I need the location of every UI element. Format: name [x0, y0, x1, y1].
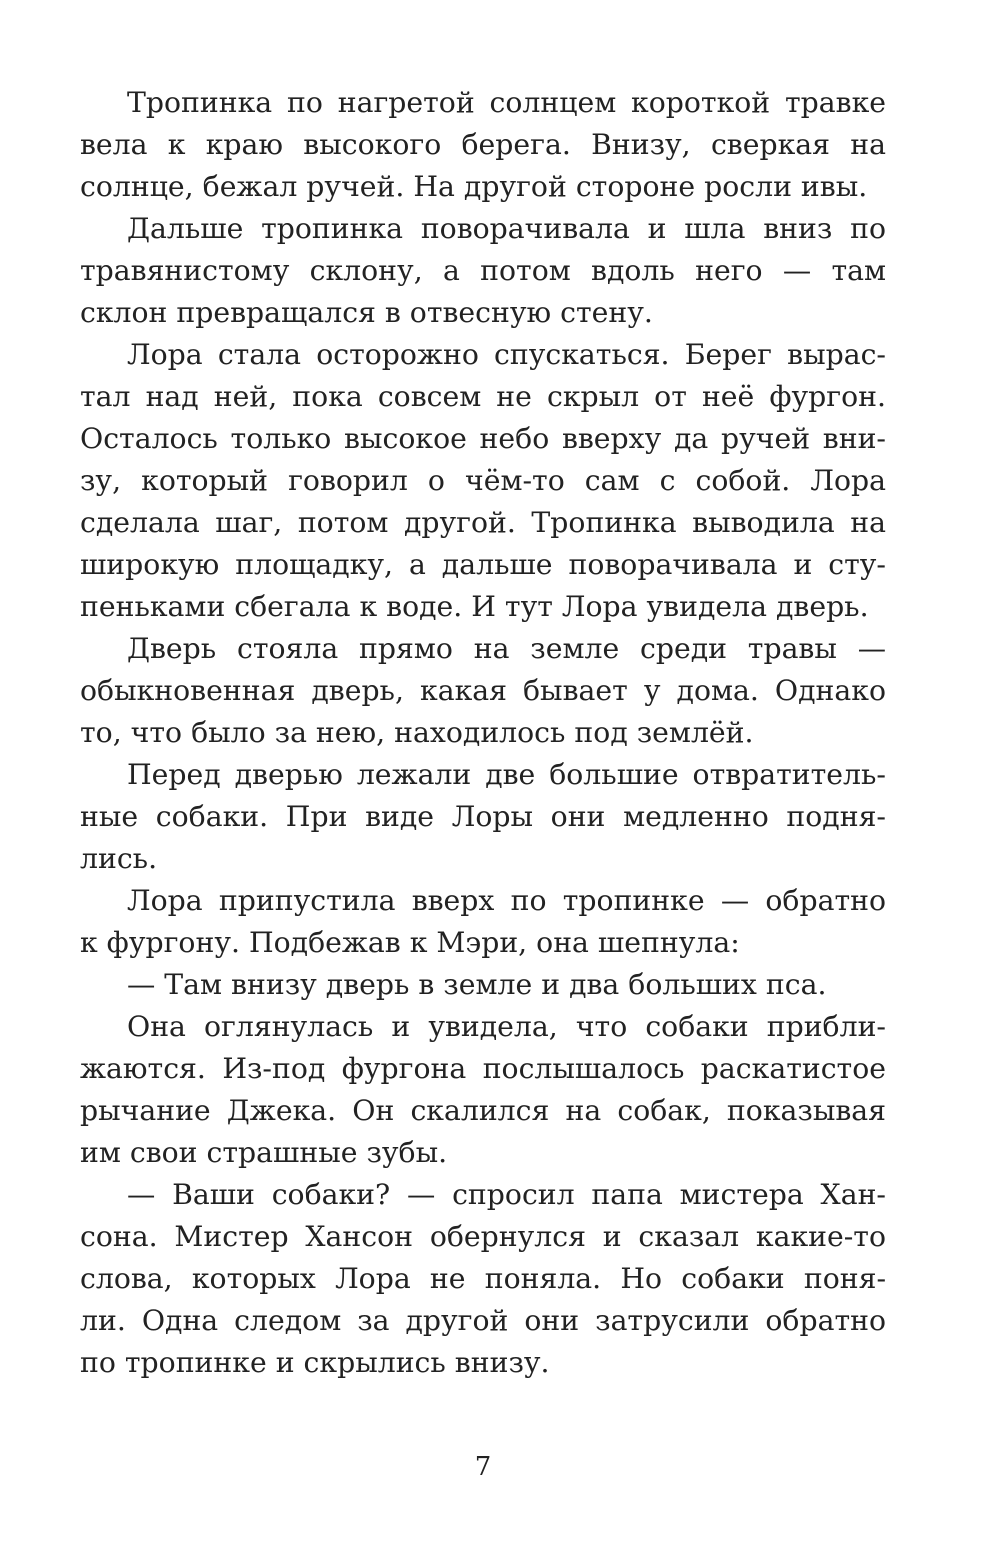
text-line: рычание Джека. Он скалился на собак, показывая — [80, 1094, 886, 1127]
text-line: Тропинка по нагретой солнцем короткой травке — [127, 86, 886, 119]
text-line: Осталось только высокое небо вверху да ручей вни- — [80, 422, 886, 455]
text-line: им свои страшные зубы. — [80, 1136, 448, 1169]
paragraph-2 — [80, 208, 886, 334]
text-line: Лора стала осторожно спускаться. Берег вырас- — [127, 338, 886, 371]
text-line: слова, которых Лора не поняла. Но собаки поня- — [80, 1262, 886, 1295]
text-line: по тропинке и скрылись внизу. — [80, 1346, 550, 1379]
page-number: 7 — [474, 1452, 492, 1482]
paragraph-3 — [80, 334, 886, 628]
text-line: к фургону. Подбежав к Мэри, она шепнула: — [80, 926, 740, 959]
text-line: обыкновенная дверь, какая бывает у дома. Однако — [80, 674, 886, 707]
text-line: сделала шаг, потом другой. Тропинка выводила на — [80, 506, 886, 539]
paragraph-9-dialogue — [80, 1174, 886, 1384]
text-line: Дверь стояла прямо на земле среди травы — — [127, 632, 886, 665]
text-line: ные собаки. При виде Лоры они медленно подня- — [80, 800, 886, 833]
paragraph-7-dialogue — [80, 964, 886, 1006]
text-line: то, что было за нею, находилось под землёй. — [80, 716, 754, 749]
text-line: Перед дверью лежали две большие отвратитель- — [127, 758, 886, 791]
text-line: — Ваши собаки? — спросил папа мистера Хан- — [127, 1178, 886, 1211]
text-line: Дальше тропинка поворачивала и шла вниз по — [127, 212, 886, 245]
paragraph-8 — [80, 1006, 886, 1174]
text-line: травянистому склону, а потом вдоль него — там — [80, 254, 886, 287]
text-line: вела к краю высокого берега. Внизу, сверкая на — [80, 128, 886, 161]
text-line: тал над ней, пока совсем не скрыл от неё фургон. — [80, 380, 886, 413]
text-line: широкую площадку, а дальше поворачивала и сту- — [80, 548, 886, 581]
text-line: пеньками сбегала к воде. И тут Лора увидела дверь. — [80, 590, 869, 623]
text-line: Лора припустила вверх по тропинке — обратно — [127, 884, 886, 917]
text-line: зу, который говорил о чём-то сам с собой. Лора — [80, 464, 886, 497]
text-line: жаются. Из-под фургона послышалось раскатистое — [80, 1052, 886, 1085]
text-line: склон превращался в отвесную стену. — [80, 296, 653, 329]
text-line: лись. — [80, 842, 158, 875]
text-line: Она оглянулась и увидела, что собаки прибли- — [127, 1010, 886, 1043]
paragraph-4 — [80, 628, 886, 754]
text-line: сона. Мистер Хансон обернулся и сказал какие-то — [80, 1220, 886, 1253]
paragraph-6 — [80, 880, 886, 964]
text-line: — Там внизу дверь в земле и два больших пса. — [127, 968, 827, 1001]
text-line: солнце, бежал ручей. На другой стороне росли ивы. — [80, 170, 868, 203]
paragraph-1 — [80, 82, 886, 208]
text-line: ли. Одна следом за другой они затрусили обратно — [80, 1304, 886, 1337]
paragraph-5 — [80, 754, 886, 880]
page-body — [80, 82, 886, 1384]
